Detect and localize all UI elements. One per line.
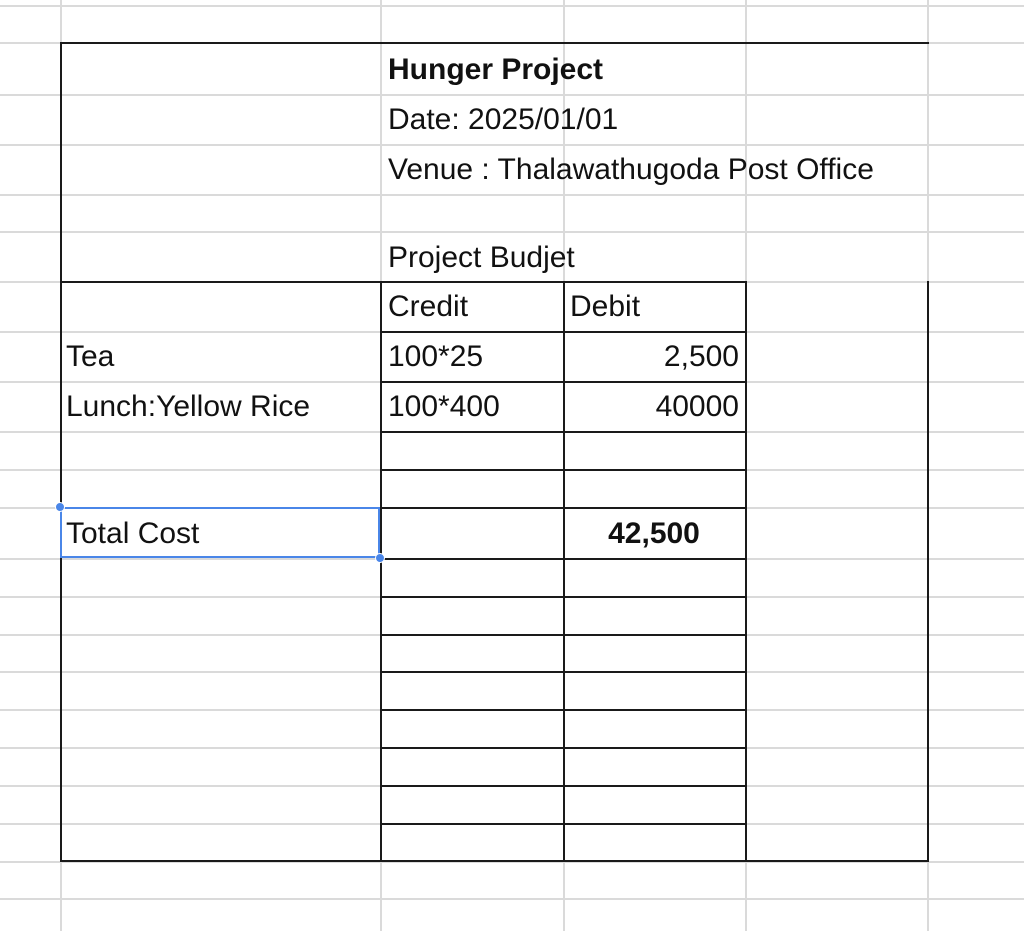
- cell-border: [927, 281, 929, 862]
- gridline: [0, 194, 1024, 196]
- gridline: [0, 144, 1024, 146]
- cell-border: [60, 860, 929, 862]
- table-row-debit[interactable]: 40000: [655, 390, 739, 423]
- gridline: [0, 5, 1024, 7]
- cell-border: [563, 281, 565, 862]
- table-row-debit[interactable]: 2,500: [663, 340, 739, 373]
- project-title[interactable]: Hunger Project: [388, 53, 604, 86]
- cell-selection-box[interactable]: [60, 507, 380, 558]
- cell-border: [60, 42, 62, 862]
- selection-handle-bottom-right[interactable]: [375, 553, 385, 563]
- cell-border: [745, 281, 747, 862]
- project-date[interactable]: Date: 2025/01/01: [388, 103, 619, 136]
- budget-section-title[interactable]: Project Budjet: [388, 241, 575, 274]
- cell-border: [60, 281, 747, 283]
- total-cost-value[interactable]: 42,500: [608, 517, 700, 550]
- gridline: [0, 898, 1024, 900]
- table-row-item[interactable]: Lunch:Yellow Rice: [66, 390, 311, 423]
- cell-border: [380, 281, 382, 862]
- table-row-credit[interactable]: 100*25: [388, 340, 484, 373]
- total-cost-label[interactable]: Total Cost: [66, 517, 200, 550]
- credit-column-header[interactable]: Credit: [388, 290, 469, 323]
- selection-handle-top-left[interactable]: [55, 502, 65, 512]
- table-row-item[interactable]: Tea: [66, 340, 115, 373]
- project-venue[interactable]: Venue : Thalawathugoda Post Office: [388, 153, 874, 186]
- cell-border: [60, 42, 929, 44]
- gridline: [0, 231, 1024, 233]
- table-row-credit[interactable]: 100*400: [388, 390, 500, 423]
- debit-column-header[interactable]: Debit: [570, 290, 641, 323]
- gridline: [0, 94, 1024, 96]
